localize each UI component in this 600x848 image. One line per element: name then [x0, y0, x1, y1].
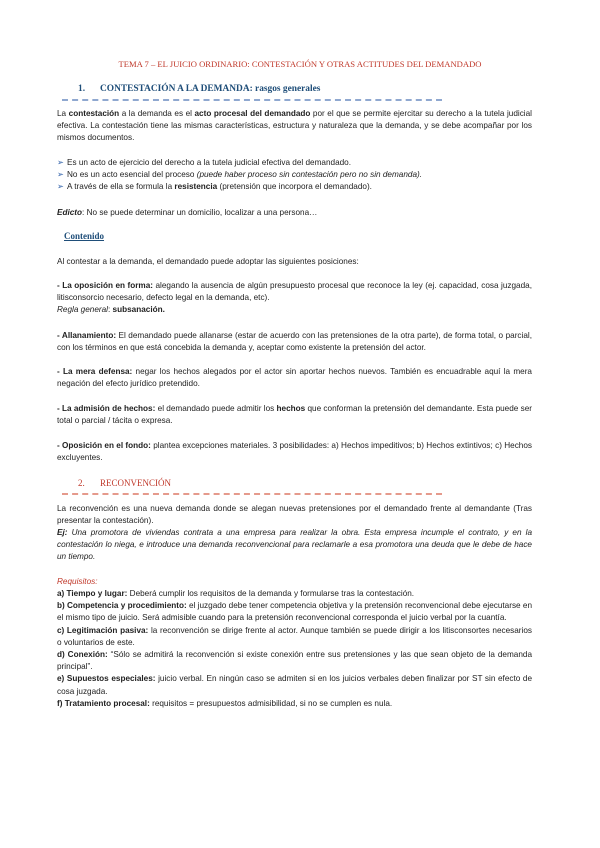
bullet-list [57, 157, 532, 194]
section-1-title: CONTESTACIÓN A LA DEMANDA: rasgos generales [100, 84, 321, 94]
list-item: ➢ No es un acto esencial del proceso (puede haber proceso sin contestación pero no sin demanda). [57, 169, 532, 181]
arrow-bullet-icon: ➢ [57, 170, 64, 180]
position-oposicion-forma: - La oposición en forma: alegando la ausencia de algún presupuesto procesal que reconoce la ley (ej. capacidad, cosa juzgada, litisconsorcio necesario, defecto legal en la demanda, etc). Regla general: subsanación. [57, 281, 532, 315]
list-item: ➢ Es un acto de ejercicio del derecho a la tutela judicial efectiva del demandado. [57, 157, 532, 169]
arrow-bullet-icon: ➢ [57, 158, 64, 167]
page-title: TEMA 7 – EL JUICIO ORDINARIO: CONTESTACIÓN Y OTRAS ACTITUDES DEL DEMANDADO [118, 59, 482, 69]
section-1-number: 1. [78, 84, 86, 94]
list-item: a) Tiempo y lugar: Deberá cumplir los requisitos de la demanda y formularse tras la contestación. [57, 589, 415, 598]
contenido-heading: Contenido [64, 231, 105, 241]
reconvencion-example: Ej: Una promotora de viviendas contrata a una empresa para realizar la obra. Esta empresa incumple el contrato, y en la contestación lo niega, e introduce una demanda reconvencional para reclamarle a esa promotora una deuda que le debe de hace un tiempo. [57, 528, 532, 562]
contenido-intro: Al contestar a la demanda, el demandado puede adoptar las siguientes posiciones: [57, 257, 359, 266]
section-2-number: 2. [78, 478, 85, 488]
section-1-divider [62, 99, 442, 101]
position-oposicion-fondo: - Oposición en el fondo: plantea excepciones materiales. 3 posibilidades: a) Hechos impeditivos; b) Hechos extintivos; c) Hechos excluyentes. [57, 441, 533, 463]
section-1-intro: La contestación a la demanda es el acto procesal del demandado por el que se permite ejercitar su derecho a la tutela judicial efectiva. La contestación tiene las mismas características, estructura y naturaleza que la demanda, y se debe acompañar por los mismos documentos. [57, 109, 532, 143]
reconvencion-intro: La reconvención es una nueva demanda donde se alegan nuevas pretensiones por el demandado frente al demandante (Tras presentar la contestación). [57, 504, 532, 526]
requisitos-list [57, 588, 532, 710]
edicto-note: Edicto: No se puede determinar un domicilio, localizar a una persona… [57, 208, 318, 217]
list-item: d) Conexión: “Sólo se admitirá la reconvención si existe conexión entre sus pretensiones y las que sean objeto de la demanda principal”. [57, 650, 532, 672]
section-2-title: RECONVENCIÓN [100, 478, 171, 488]
arrow-bullet-icon: ➢ [57, 182, 64, 192]
list-item: b) Competencia y procedimiento: el juzgado debe tener competencia objetiva y la pretensión reconvencional debe ejecutarse en el mismo tipo de juicio. Será admisible cuando para la pretensión reconvencional corresponda el juicio verbal por la cuantía. [57, 601, 532, 623]
requisitos-heading: Requisitos: [57, 577, 98, 586]
section-1-heading [78, 84, 320, 94]
section-2-divider [62, 493, 442, 495]
position-admision-hechos: - La admisión de hechos: el demandado puede admitir los hechos que conforman la pretensión del demandante. Esta puede ser total o parcial / tácita o expresa. [57, 404, 532, 426]
position-allanamiento: - Allanamiento: El demandado puede allanarse (estar de acuerdo con las pretensiones de la otra parte), de forma total, o parcial, con los términos en que está concebida la demanda y, aceptar como existente la pretensión del actor. [57, 331, 532, 353]
list-item: c) Legitimación pasiva: la reconvención se dirige frente al actor. Aunque también se puede dirigir a los litisconsortes necesarios o voluntarios de este. [57, 625, 533, 647]
list-item: ➢ A través de ella se formula la resistencia (pretensión que incorpora el demandado). [57, 181, 532, 193]
position-mera-defensa: - La mera defensa: negar los hechos alegados por el actor sin aportar hechos nuevos. También es encuadrable aquí la mera negación del efecto jurídico pretendido. [57, 367, 532, 389]
list-item: e) Supuestos especiales: juicio verbal. En ningún caso se admiten si en los juicios verbales deben finalizar por ST sin efecto de cosa juzgada. [57, 674, 533, 696]
list-item: f) Tratamiento procesal: requisitos = presupuestos admisibilidad, si no se cumplen es nula. [57, 698, 393, 708]
section-2-heading [78, 478, 171, 488]
